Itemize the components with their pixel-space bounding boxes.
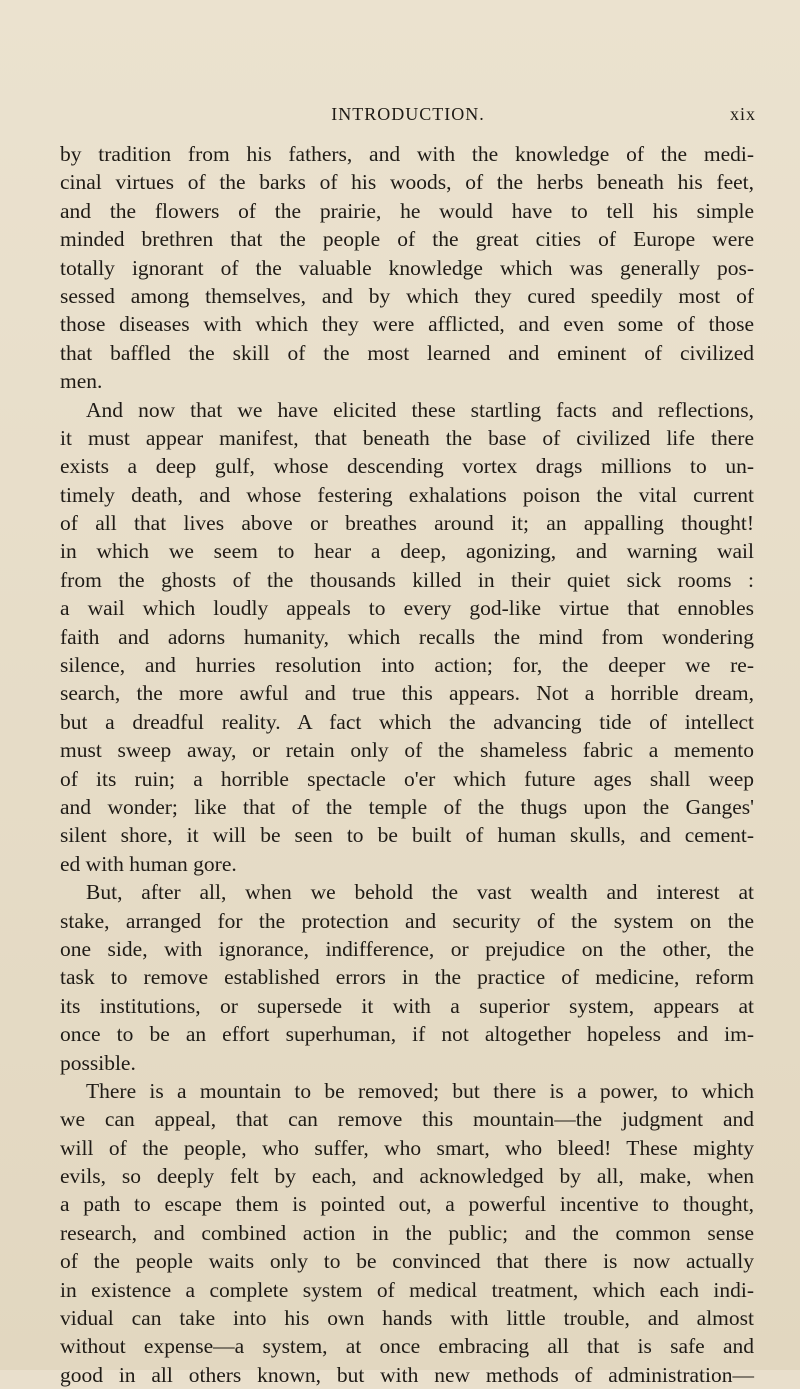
text-line: and wonder; like that of the temple of the thugs upon the Ganges' — [60, 794, 754, 819]
running-head: INTRODUCTION. — [331, 104, 485, 124]
text-line: totally ignorant of the valuable knowledge which was generally pos- — [60, 255, 754, 280]
text-line: once to be an effort superhuman, if not altogether hopeless and im- — [60, 1022, 754, 1047]
text-line: silence, and hurries resolution into action; for, the deeper we re- — [60, 653, 754, 678]
text-line: timely death, and whose festering exhalations poison the vital current — [60, 482, 754, 507]
text-line: from the ghosts of the thousands killed in their quiet sick rooms : — [60, 567, 754, 592]
text-line: that baffled the skill of the most learned and eminent of civilized — [60, 340, 754, 365]
text-line: evils, so deeply felt by each, and acknowledged by all, make, when — [60, 1164, 754, 1189]
text-line: in existence a complete system of medical treatment, which each indi- — [60, 1277, 754, 1302]
text-line: ed with human gore. — [60, 851, 237, 876]
text-line: those diseases with which they were afflicted, and even some of those — [60, 312, 754, 337]
text-line: men. — [60, 369, 103, 394]
text-line: a path to escape them is pointed out, a powerful incentive to thought, — [60, 1192, 754, 1217]
text-line: silent shore, it will be seen to be built of human skulls, and cement- — [60, 823, 754, 848]
text-line: of the people waits only to be convinced that there is now actually — [60, 1249, 754, 1274]
text-line: search, the more awful and true this appears. Not a horrible dream, — [60, 681, 754, 706]
text-line: vidual can take into his own hands with little trouble, and almost — [60, 1306, 754, 1331]
text-line: good in all others known, but with new methods of administration— — [60, 1362, 754, 1387]
text-line: will of the people, who suffer, who smart, who bleed! These mighty — [60, 1135, 754, 1160]
page-header — [60, 104, 756, 128]
text-line: And now that we have elicited these startling facts and reflections, — [86, 397, 754, 422]
text-line: we can appeal, that can remove this mountain—the judgment and — [60, 1107, 754, 1132]
text-line: of all that lives above or breathes around it; an appalling thought! — [60, 511, 754, 536]
text-line: stake, arranged for the protection and security of the system on the — [60, 908, 754, 933]
text-line: of its ruin; a horrible spectacle o'er which future ages shall weep — [60, 766, 754, 791]
body-text — [60, 140, 754, 1389]
text-line: in which we seem to hear a deep, agonizing, and warning wail — [60, 539, 754, 564]
text-line: There is a mountain to be removed; but there is a power, to which — [86, 1078, 754, 1103]
text-line: faith and adorns humanity, which recalls the mind from wondering — [60, 624, 754, 649]
text-line: a wail which loudly appeals to every god-like virtue that ennobles — [60, 596, 754, 621]
text-line: research, and combined action in the public; and the common sense — [60, 1220, 754, 1245]
text-line: but a dreadful reality. A fact which the advancing tide of intellect — [60, 709, 754, 734]
text-line: and the flowers of the prairie, he would have to tell his simple — [60, 198, 754, 223]
text-line: without expense—a system, at once embracing all that is safe and — [60, 1334, 754, 1359]
text-line: one side, with ignorance, indifference, or prejudice on the other, the — [60, 936, 754, 961]
text-line: it must appear manifest, that beneath the base of civilized life there — [60, 425, 754, 450]
text-line: exists a deep gulf, whose descending vortex drags millions to un- — [60, 454, 754, 479]
text-line: must sweep away, or retain only of the shameless fabric a memento — [60, 738, 754, 763]
text-line: minded brethren that the people of the great cities of Europe were — [60, 227, 754, 252]
text-line: But, after all, when we behold the vast wealth and interest at — [86, 880, 754, 905]
text-line: possible. — [60, 1050, 136, 1075]
text-line: by tradition from his fathers, and with the knowledge of the medi- — [60, 142, 754, 166]
page-number: xix — [729, 104, 756, 124]
text-line: cinal virtues of the barks of his woods, of the herbs beneath his feet, — [60, 170, 754, 195]
text-line: sessed among themselves, and by which they cured speedily most of — [60, 283, 754, 308]
text-line: task to remove established errors in the practice of medicine, reform — [60, 965, 754, 990]
text-line: its institutions, or supersede it with a superior system, appears at — [60, 993, 754, 1018]
